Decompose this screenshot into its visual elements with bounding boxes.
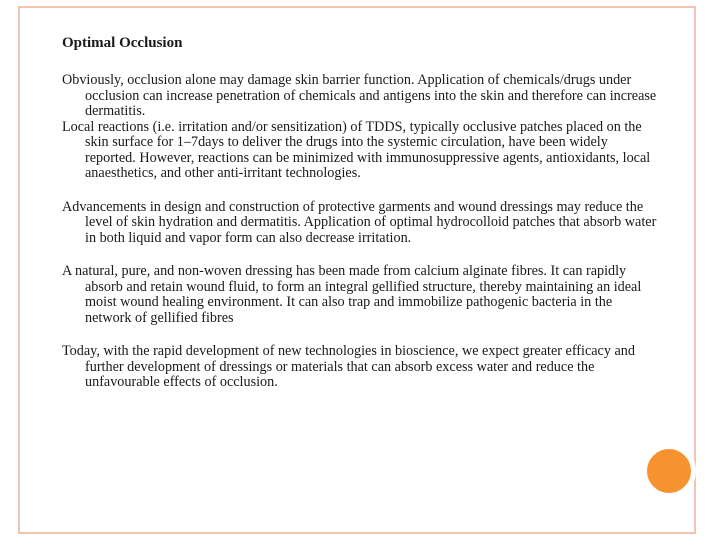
paragraph-future-development: Today, with the rapid development of new technologies in bioscience, we expect greater efficacy and further development of dressings or materials that can absorb excess water and reduce the unfavourable effects of occlusion.: [62, 343, 635, 390]
paragraph-advancements: Advancements in design and construction of protective garments and wound dressings may reduce the level of skin hydration and dermatitis. Application of optimal hydrocolloid patches that absorb water in both liquid and vapor form can also decrease irritation.: [62, 198, 657, 246]
slide-content: [62, 34, 662, 391]
paragraph-alginate-dressing: A natural, pure, and non-woven dressing has been made from calcium alginate fibres. It can rapidly absorb and retain wound fluid, to form an integral gellified structure, thereby maintaining an ideal moist wound healing environment. It can also trap and immobilize pathogenic bacteria in the network of gellified fibres: [62, 263, 642, 326]
accent-circle: [642, 444, 696, 498]
paragraph-local-reactions: Local reactions (i.e. irritation and/or sensitization) of TDDS, typically occlusive patches placed on the skin surface for 1–7days to deliver the drugs into the systemic circulation, have been widely reported. However, reactions can be minimized with immunosuppressive agents, antioxidants, local anaesthetics, and other anti-irritant technologies.: [62, 118, 651, 181]
slide-title: Optimal Occlusion: [62, 35, 183, 51]
paragraph-occlusion-barrier: Obviously, occlusion alone may damage skin barrier function. Application of chemicals/drugs under occlusion can increase penetration of chemicals and antigens into the skin and therefore can increase dermatitis.: [62, 72, 657, 119]
